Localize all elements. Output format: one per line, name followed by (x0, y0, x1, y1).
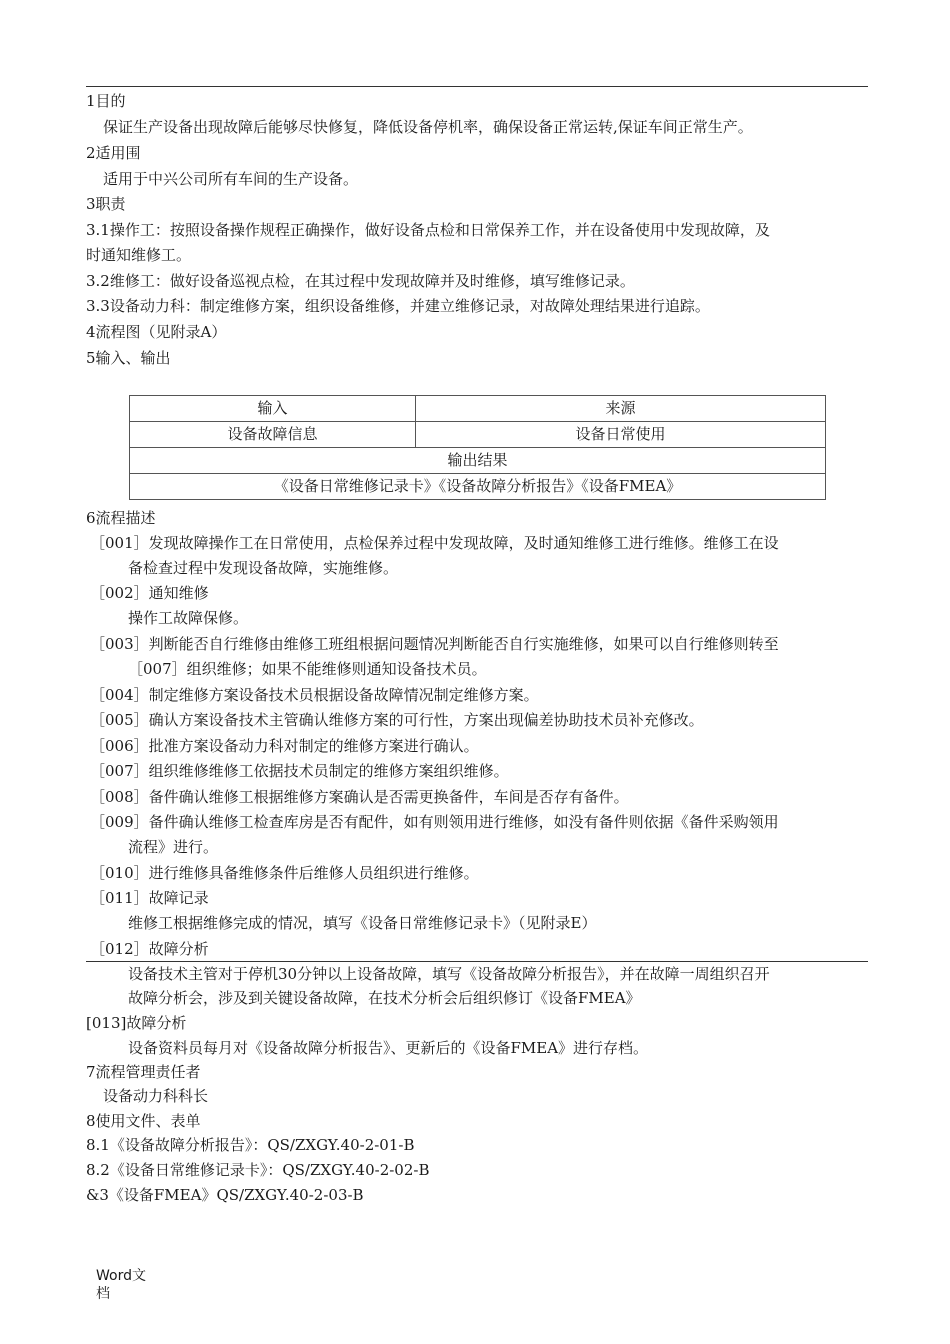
section-8-2: 8.2《设备日常维修记录卡》：QS/ZXGY.40-2-02-B (86, 1161, 430, 1179)
section-8-1: 8.1《设备故障分析报告》：QS/ZXGY.40-2-01-B (86, 1136, 415, 1154)
section-4-title: 4流程图（见附录A） (86, 323, 227, 341)
step-009-line1: ［009］备件确认维修工检查库房是否有配件，如有则领用进行维修，如没有备件则依据《备件采购领用 (90, 813, 779, 831)
section-1-body: 保证生产设备出现故障后能够尽快修复，降低设备停机率，确保设备正常运转,保证车间正常生产。 (103, 118, 753, 136)
table-row (130, 422, 826, 448)
step-012-line2: 故障分析会，涉及到关键设备故障，在技术分析会后组织修订《设备FMEA》 (128, 989, 641, 1007)
step-005: ［005］确认方案设备技术主管确认维修方案的可行性，方案出现偏差协助技术员补充修改。 (90, 711, 704, 729)
table-row (130, 396, 826, 422)
step-002-body: 操作工故障保修。 (128, 609, 249, 627)
step-008: ［008］备件确认维修工根据维修方案确认是否需更换备件，车间是否存有备件。 (90, 788, 629, 806)
section-2-body: 适用于中兴公司所有车间的生产设备。 (103, 170, 359, 188)
section-7-body: 设备动力科科长 (103, 1087, 209, 1105)
io-header-output: 输出结果 (130, 448, 826, 474)
step-007: ［007］组织维修维修工依据技术员制定的维修方案组织维修。 (90, 762, 509, 780)
table-row (130, 474, 826, 500)
section-1-title: 1目的 (86, 92, 126, 110)
section-3-3: 3.3设备动力科：制定维修方案，组织设备维修，并建立维修记录，对故障处理结果进行追踪。 (86, 297, 710, 315)
section-3-1-line1: 3.1操作工：按照设备操作规程正确操作，做好设备点检和日常保养工作，并在设备使用中发现故障，及 (86, 221, 770, 239)
step-001-line2: 备检查过程中发现设备故障，实施维修。 (128, 559, 399, 577)
io-input-value: 设备故障信息 (130, 422, 416, 448)
step-002-title: ［002］通知维修 (90, 584, 209, 602)
step-013-title: [013]故障分析 (86, 1014, 187, 1032)
section-6-title: 6流程描述 (86, 509, 156, 527)
io-header-input: 输入 (130, 396, 416, 422)
step-010: ［010］进行维修具备维修条件后维修人员组织进行维修。 (90, 864, 479, 882)
step-004: ［004］制定维修方案设备技术员根据设备故障情况制定维修方案。 (90, 686, 539, 704)
io-source-value: 设备日常使用 (416, 422, 826, 448)
section-8-3: &3《设备FMEA》QS/ZXGY.40-2-03-B (86, 1186, 364, 1204)
section-8-title: 8使用文件、表单 (86, 1112, 201, 1130)
step-013-body: 设备资料员每月对《设备故障分析报告》、更新后的《设备FMEA》进行存档。 (128, 1039, 649, 1057)
step-012-line1: 设备技术主管对于停机30分钟以上设备故障，填写《设备故障分析报告》，并在故障一周组织召开 (128, 965, 770, 983)
io-output-value: 《设备日常维修记录卡》《设备故障分析报告》《设备FMEA》 (130, 474, 826, 500)
section-2-title: 2适用围 (86, 144, 141, 162)
io-header-source: 来源 (416, 396, 826, 422)
step-009-line2: 流程》进行。 (128, 838, 219, 856)
section-5-title: 5输入、输出 (86, 349, 171, 367)
step-012-title: ［012］故障分析 (90, 940, 209, 958)
page-break-rule (86, 961, 868, 962)
footer-line-1: Word文 (96, 1268, 146, 1284)
section-3-1-line2: 时通知维修工。 (86, 246, 192, 264)
step-006: ［006］批准方案设备动力科对制定的维修方案进行确认。 (90, 737, 479, 755)
footer-line-2: 档 (96, 1286, 110, 1302)
header-rule (86, 86, 868, 87)
section-3-2: 3.2维修工：做好设备巡视点检，在其过程中发现故障并及时维修，填写维修记录。 (86, 272, 635, 290)
section-3-title: 3职责 (86, 195, 126, 213)
step-001-line1: ［001］发现故障操作工在日常使用，点检保养过程中发现故障，及时通知维修工进行维修。维修工在设 (90, 534, 779, 552)
step-011-title: ［011］故障记录 (90, 889, 209, 907)
step-003-line2: ［007］组织维修；如果不能维修则通知设备技术员。 (128, 660, 487, 678)
io-table (129, 395, 826, 500)
section-7-title: 7流程管理责任者 (86, 1063, 201, 1081)
step-003-line1: ［003］判断能否自行维修由维修工班组根据问题情况判断能否自行实施维修，如果可以自行维修则转至 (90, 635, 779, 653)
step-011-body: 维修工根据维修完成的情况，填写《设备日常维修记录卡》（见附录E） (128, 914, 597, 932)
table-row (130, 448, 826, 474)
footer-label (96, 1267, 146, 1303)
